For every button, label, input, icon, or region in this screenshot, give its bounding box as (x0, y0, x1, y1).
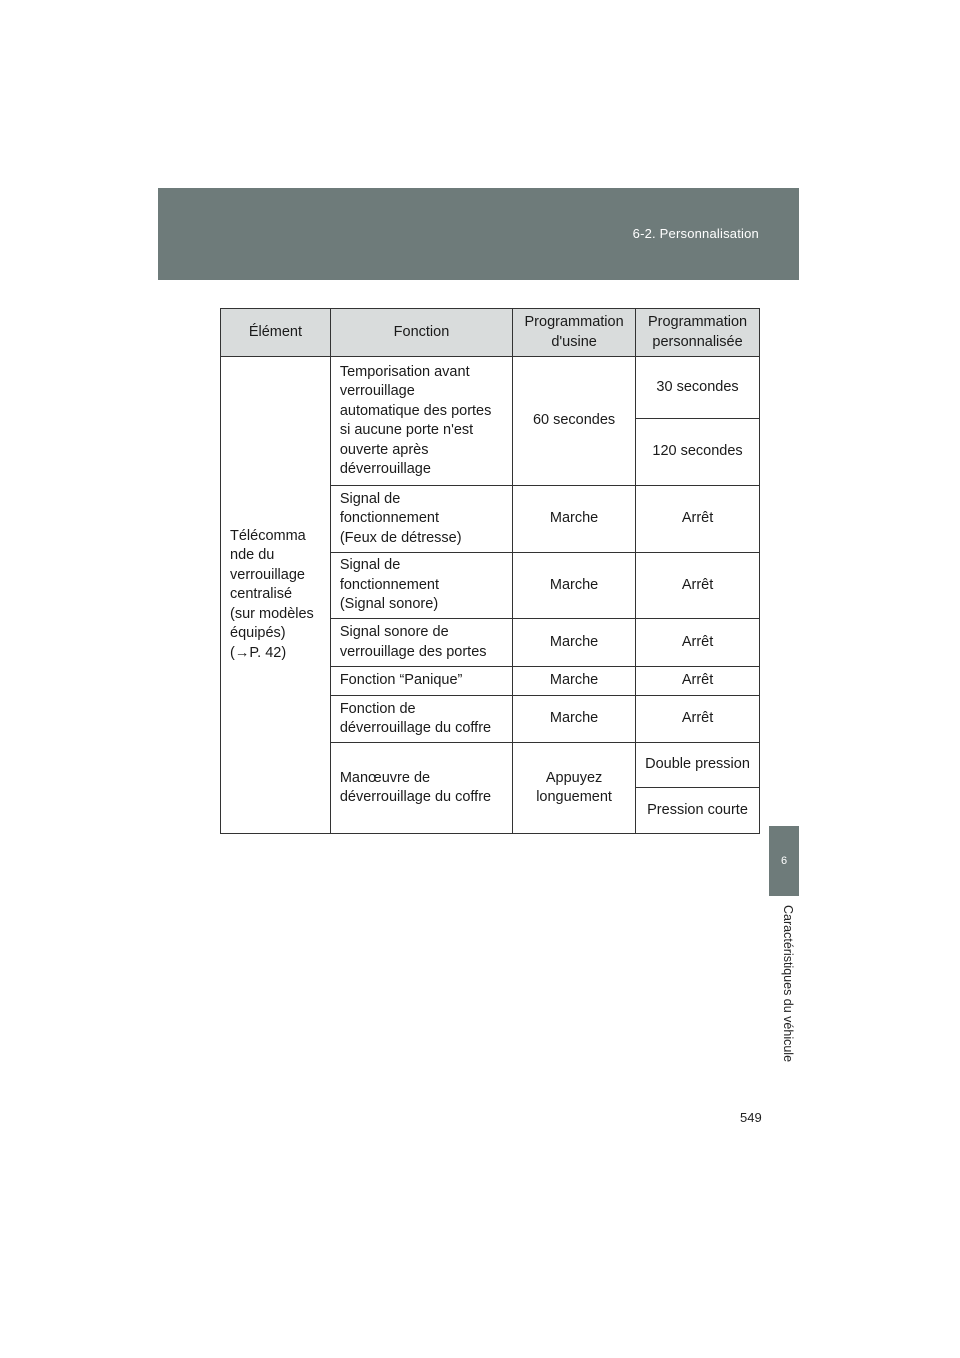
function-cell: Signal sonore de verrouillage des portes (330, 619, 512, 667)
custom-cell: Double pression (636, 743, 760, 788)
custom-cell: Pression courte (636, 788, 760, 834)
factory-cell: Marche (513, 553, 636, 619)
section-title: 6-2. Personnalisation (632, 226, 759, 241)
header-function: Fonction (330, 309, 512, 357)
table-header-row (221, 309, 760, 357)
header-factory-setting: Programmation d'usine (513, 309, 636, 357)
function-cell: Signal de fonctionnement (Feux de détresse) (330, 486, 512, 553)
chapter-tab-number: 6 (780, 855, 788, 867)
factory-cell: Marche (513, 667, 636, 696)
function-cell: Temporisation avant verrouillage automatique des portes si aucune porte n'est ouverte après déverrouillage (330, 357, 512, 486)
custom-cell: Arrêt (636, 619, 760, 667)
custom-cell: Arrêt (636, 553, 760, 619)
custom-cell: Arrêt (636, 696, 760, 743)
custom-cell: Arrêt (636, 486, 760, 553)
header-element: Élément (221, 309, 331, 357)
factory-cell: Appuyez longuement (513, 743, 636, 834)
header-custom-setting: Programmation personnalisée (636, 309, 760, 357)
table-row (221, 357, 760, 419)
custom-cell: 30 secondes (636, 357, 760, 419)
chapter-tab (769, 826, 799, 896)
function-cell: Fonction de déverrouillage du coffre (330, 696, 512, 743)
header-band (158, 188, 799, 280)
function-cell: Fonction “Panique” (330, 667, 512, 696)
custom-cell: Arrêt (636, 667, 760, 696)
factory-cell: 60 secondes (513, 357, 636, 486)
function-cell: Manœuvre de déverrouillage du coffre (330, 743, 512, 834)
factory-cell: Marche (513, 486, 636, 553)
custom-cell: 120 secondes (636, 419, 760, 486)
chapter-label: Caractéristiques du véhicule (781, 905, 795, 1063)
factory-cell: Marche (513, 619, 636, 667)
function-cell: Signal de fonctionnement (Signal sonore) (330, 553, 512, 619)
customization-table (220, 308, 760, 834)
element-cell: Télécomma nde du verrouillage centralisé (sur modèles équipés) (→P. 42) (221, 357, 331, 834)
factory-cell: Marche (513, 696, 636, 743)
page-number: 549 (740, 1110, 762, 1125)
